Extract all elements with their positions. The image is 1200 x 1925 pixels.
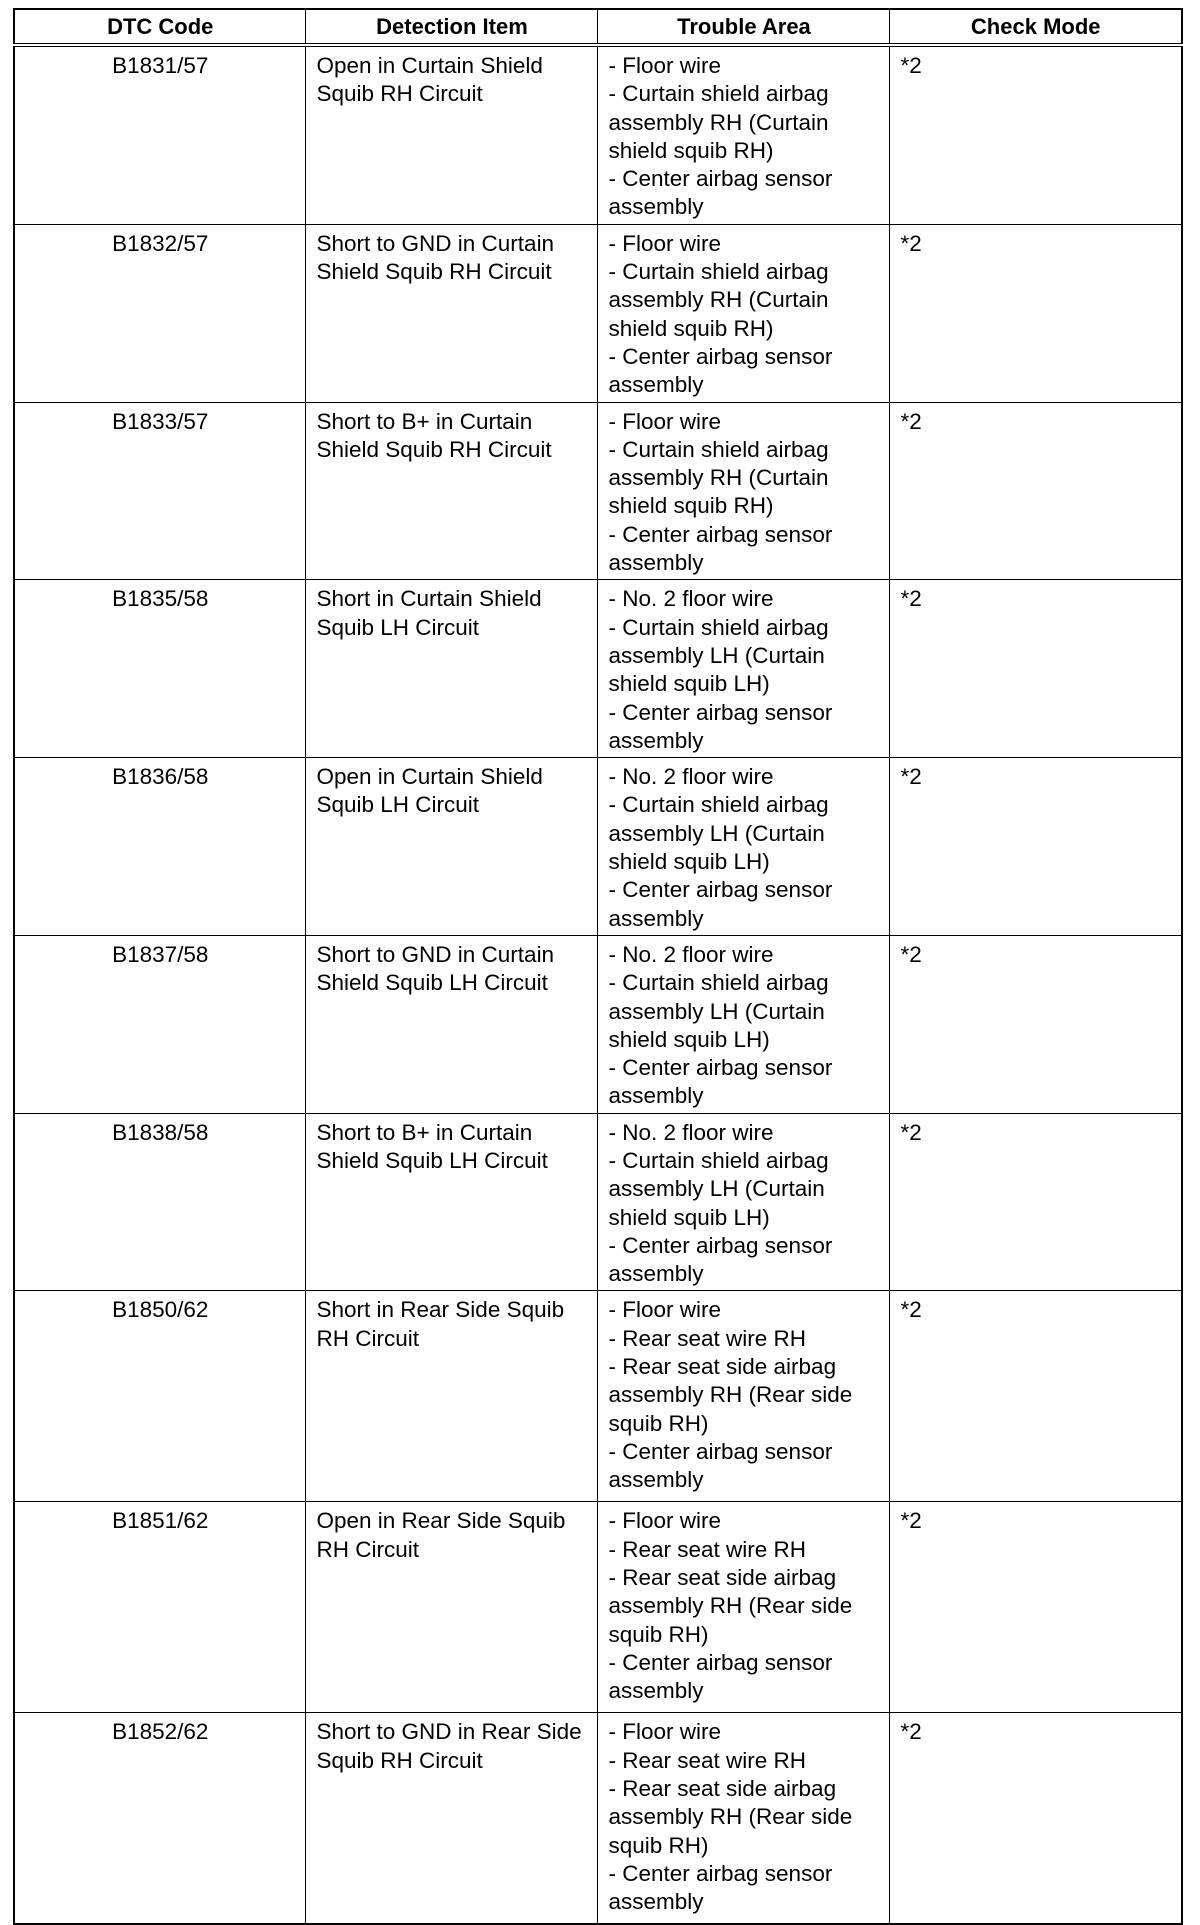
header-check-mode: Check Mode: [890, 9, 1182, 45]
trouble-area-cell: [598, 935, 890, 1113]
trouble-area-line: shield squib RH): [608, 315, 774, 341]
detection-item-line: Short to GND in Curtain: [316, 941, 555, 967]
check-mode-cell: *2: [890, 402, 1182, 580]
check-mode-cell: *2: [890, 224, 1182, 402]
header-dtc-code: DTC Code: [14, 9, 306, 45]
dtc-code-cell: B1836/58: [14, 758, 306, 936]
trouble-area-line: - No. 2 floor wire: [608, 764, 774, 790]
dtc-code-cell: B1833/57: [14, 402, 306, 580]
trouble-area-line: - Rear seat side airbag: [608, 1776, 837, 1802]
table-row: [14, 402, 1182, 580]
trouble-area-line: assembly: [608, 194, 704, 220]
detection-item-line: Short to B+ in Curtain: [316, 1119, 533, 1145]
trouble-area-line: - Center airbag sensor: [608, 1649, 833, 1675]
trouble-area-line: assembly: [608, 727, 704, 753]
trouble-area-line: assembly RH (Curtain: [608, 465, 829, 491]
detection-item-line: Shield Squib LH Circuit: [316, 970, 548, 996]
trouble-area-cell: [598, 580, 890, 758]
table-row: [14, 580, 1182, 758]
detection-item-line: Squib RH Circuit: [316, 81, 483, 107]
trouble-area-line: - Floor wire: [608, 53, 721, 78]
dtc-table: [13, 8, 1183, 1925]
trouble-area-line: - No. 2 floor wire: [608, 941, 774, 967]
dtc-code-cell: B1851/62: [14, 1502, 306, 1713]
detection-item-line: Short to B+ in Curtain: [316, 408, 533, 434]
check-mode-cell: *2: [890, 1113, 1182, 1291]
trouble-area-line: shield squib LH): [608, 849, 770, 875]
detection-item-line: Short in Rear Side Squib: [316, 1297, 565, 1323]
trouble-area-line: assembly RH (Curtain: [608, 109, 829, 135]
table-body: [14, 45, 1182, 1924]
trouble-area-line: assembly: [608, 1467, 704, 1493]
detection-item-line: Open in Curtain Shield: [316, 53, 543, 78]
check-mode-cell: *2: [890, 1713, 1182, 1924]
detection-item-line: Short in Curtain Shield: [316, 586, 542, 612]
trouble-area-line: assembly: [608, 1889, 704, 1915]
dtc-code-cell: B1852/62: [14, 1713, 306, 1924]
trouble-area-line: assembly LH (Curtain: [608, 820, 825, 846]
detection-item-cell: [306, 1113, 598, 1291]
trouble-area-line: - Curtain shield airbag: [608, 970, 829, 996]
header-row: [14, 9, 1182, 45]
trouble-area-line: - Rear seat wire RH: [608, 1325, 807, 1351]
trouble-area-line: - Curtain shield airbag: [608, 81, 829, 107]
trouble-area-line: - Center airbag sensor: [608, 166, 833, 192]
trouble-area-line: - Center airbag sensor: [608, 343, 833, 369]
header-trouble-area: Trouble Area: [598, 9, 890, 45]
trouble-area-line: - Center airbag sensor: [608, 521, 833, 547]
trouble-area-line: - Center airbag sensor: [608, 1438, 833, 1464]
trouble-area-line: - Center airbag sensor: [608, 1860, 833, 1886]
detection-item-line: Shield Squib RH Circuit: [316, 259, 552, 285]
detection-item-line: Short to GND in Rear Side: [316, 1719, 582, 1745]
detection-item-line: Open in Rear Side Squib: [316, 1508, 566, 1534]
trouble-area-line: - Center airbag sensor: [608, 1055, 833, 1081]
trouble-area-line: - Floor wire: [608, 1719, 721, 1745]
trouble-area-line: - Rear seat side airbag: [608, 1565, 837, 1591]
trouble-area-line: shield squib RH): [608, 137, 774, 163]
trouble-area-line: shield squib LH): [608, 671, 770, 697]
table-row: [14, 935, 1182, 1113]
detection-item-line: Squib LH Circuit: [316, 792, 480, 818]
check-mode-cell: *2: [890, 935, 1182, 1113]
table-row: [14, 224, 1182, 402]
trouble-area-cell: [598, 1291, 890, 1502]
dtc-code-cell: B1838/58: [14, 1113, 306, 1291]
trouble-area-line: - Curtain shield airbag: [608, 436, 829, 462]
trouble-area-line: assembly RH (Rear side: [608, 1593, 853, 1619]
detection-item-line: Short to GND in Curtain: [316, 230, 555, 256]
dtc-code-cell: B1832/57: [14, 224, 306, 402]
trouble-area-line: assembly RH (Curtain: [608, 287, 829, 313]
trouble-area-line: squib RH): [608, 1832, 709, 1858]
trouble-area-cell: [598, 758, 890, 936]
trouble-area-line: - Center airbag sensor: [608, 1232, 833, 1258]
check-mode-cell: *2: [890, 1502, 1182, 1713]
trouble-area-line: - No. 2 floor wire: [608, 1119, 774, 1145]
detection-item-line: Squib RH Circuit: [316, 1747, 483, 1773]
trouble-area-line: assembly LH (Curtain: [608, 1176, 825, 1202]
check-mode-cell: *2: [890, 1291, 1182, 1502]
header-detection-item: Detection Item: [306, 9, 598, 45]
trouble-area-cell: [598, 224, 890, 402]
detection-item-line: RH Circuit: [316, 1325, 419, 1351]
table-row: [14, 1502, 1182, 1713]
trouble-area-cell: [598, 1502, 890, 1713]
trouble-area-line: squib RH): [608, 1410, 709, 1436]
trouble-area-line: - Curtain shield airbag: [608, 259, 829, 285]
trouble-area-line: assembly RH (Rear side: [608, 1804, 853, 1830]
trouble-area-line: - Floor wire: [608, 408, 721, 434]
trouble-area-cell: [598, 1113, 890, 1291]
trouble-area-line: - Curtain shield airbag: [608, 1147, 829, 1173]
trouble-area-line: assembly: [608, 372, 704, 398]
detection-item-cell: [306, 758, 598, 936]
check-mode-cell: *2: [890, 758, 1182, 936]
trouble-area-line: assembly LH (Curtain: [608, 998, 825, 1024]
trouble-area-line: assembly: [608, 1083, 704, 1109]
trouble-area-line: assembly RH (Rear side: [608, 1382, 853, 1408]
table-row: [14, 758, 1182, 936]
detection-item-cell: [306, 935, 598, 1113]
trouble-area-line: - Rear seat wire RH: [608, 1747, 807, 1773]
trouble-area-line: - Center airbag sensor: [608, 877, 833, 903]
table-row: [14, 1713, 1182, 1924]
detection-item-cell: [306, 45, 598, 224]
detection-item-cell: [306, 1713, 598, 1924]
trouble-area-cell: [598, 1713, 890, 1924]
trouble-area-line: - Curtain shield airbag: [608, 614, 829, 640]
detection-item-line: Shield Squib LH Circuit: [316, 1147, 548, 1173]
detection-item-line: Shield Squib RH Circuit: [316, 436, 552, 462]
trouble-area-line: - Floor wire: [608, 1297, 721, 1323]
trouble-area-line: - No. 2 floor wire: [608, 586, 774, 612]
check-mode-cell: *2: [890, 45, 1182, 224]
trouble-area-line: - Floor wire: [608, 1508, 721, 1534]
trouble-area-line: - Rear seat side airbag: [608, 1354, 837, 1380]
dtc-code-cell: B1831/57: [14, 45, 306, 224]
trouble-area-line: - Curtain shield airbag: [608, 792, 829, 818]
trouble-area-line: shield squib LH): [608, 1204, 770, 1230]
table-row: [14, 1291, 1182, 1502]
check-mode-cell: *2: [890, 580, 1182, 758]
trouble-area-line: assembly: [608, 1261, 704, 1287]
trouble-area-line: - Floor wire: [608, 230, 721, 256]
detection-item-cell: [306, 224, 598, 402]
detection-item-cell: [306, 1502, 598, 1713]
table-row: [14, 1113, 1182, 1291]
detection-item-line: Squib LH Circuit: [316, 614, 480, 640]
trouble-area-line: shield squib LH): [608, 1026, 770, 1052]
trouble-area-line: assembly: [608, 550, 704, 576]
detection-item-cell: [306, 1291, 598, 1502]
table-header: [14, 9, 1182, 45]
trouble-area-line: - Center airbag sensor: [608, 699, 833, 725]
dtc-code-cell: B1850/62: [14, 1291, 306, 1502]
detection-item-cell: [306, 402, 598, 580]
trouble-area-line: - Rear seat wire RH: [608, 1536, 807, 1562]
dtc-code-cell: B1835/58: [14, 580, 306, 758]
trouble-area-cell: [598, 402, 890, 580]
detection-item-cell: [306, 580, 598, 758]
trouble-area-cell: [598, 45, 890, 224]
dtc-code-cell: B1837/58: [14, 935, 306, 1113]
trouble-area-line: squib RH): [608, 1621, 709, 1647]
trouble-area-line: assembly: [608, 905, 704, 931]
trouble-area-line: assembly LH (Curtain: [608, 642, 825, 668]
trouble-area-line: assembly: [608, 1678, 704, 1704]
table-row: [14, 45, 1182, 224]
trouble-area-line: shield squib RH): [608, 493, 774, 519]
detection-item-line: RH Circuit: [316, 1536, 419, 1562]
detection-item-line: Open in Curtain Shield: [316, 764, 543, 790]
